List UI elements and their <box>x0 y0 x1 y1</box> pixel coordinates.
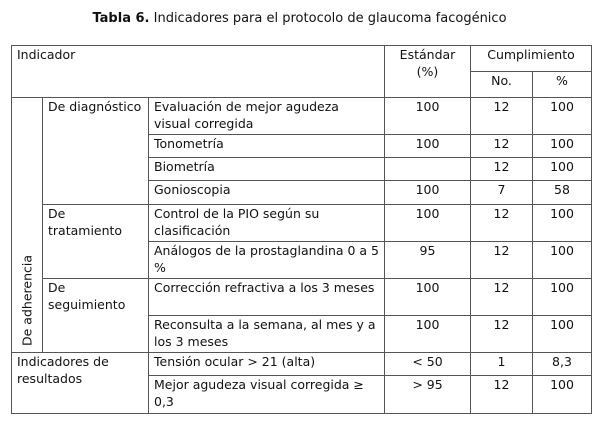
indicator-cell: Mejor agudeza visual corregida ≥ 0,3 <box>149 376 385 414</box>
indicator-cell: Biometría <box>149 158 385 181</box>
indicators-table <box>11 45 592 414</box>
group-resultados: Indicadores de resultados <box>11 353 149 414</box>
no-cell: 12 <box>471 279 533 316</box>
table-caption <box>0 10 599 28</box>
pct-cell: 100 <box>533 98 592 135</box>
table-row <box>11 98 592 135</box>
header-row <box>11 45 592 72</box>
table-row <box>11 279 592 316</box>
header-cumplimiento: Cumplimiento <box>471 45 592 72</box>
group-tratamiento: De tratamiento <box>43 205 149 279</box>
indicator-cell: Gonioscopia <box>149 181 385 205</box>
header-estandar: Estándar (%) <box>385 45 471 98</box>
pct-cell: 100 <box>533 158 592 181</box>
standard-cell: 100 <box>385 316 471 353</box>
adherencia-label: De adherencia <box>19 255 35 346</box>
no-cell: 12 <box>471 205 533 242</box>
no-cell: 12 <box>471 158 533 181</box>
standard-cell: < 50 <box>385 353 471 376</box>
no-cell: 12 <box>471 135 533 158</box>
header-pct: % <box>533 72 592 98</box>
indicator-cell: Control de la PIO según su clasificación <box>149 205 385 242</box>
header-no: No. <box>471 72 533 98</box>
no-cell: 1 <box>471 353 533 376</box>
header-indicador: Indicador <box>11 45 385 98</box>
standard-cell: 100 <box>385 135 471 158</box>
indicator-cell: Análogos de la prostaglandina 0 a 5 % <box>149 242 385 279</box>
standard-cell: 100 <box>385 181 471 205</box>
pct-cell: 100 <box>533 242 592 279</box>
caption-title: Indicadores para el protocolo de glaucoma facogénico <box>153 11 507 26</box>
pct-cell: 58 <box>533 181 592 205</box>
indicator-cell: Reconsulta a la semana, al mes y a los 3 meses <box>149 316 385 353</box>
group-seguimiento: De seguimiento <box>43 279 149 353</box>
no-cell: 12 <box>471 98 533 135</box>
standard-cell: 100 <box>385 98 471 135</box>
group-diagnostico: De diagnóstico <box>43 98 149 205</box>
table-row <box>11 205 592 242</box>
no-cell: 12 <box>471 316 533 353</box>
pct-cell: 100 <box>533 205 592 242</box>
table-row <box>11 353 592 376</box>
no-cell: 7 <box>471 181 533 205</box>
pct-cell: 100 <box>533 376 592 414</box>
indicator-cell: Tensión ocular > 21 (alta) <box>149 353 385 376</box>
standard-cell: > 95 <box>385 376 471 414</box>
pct-cell: 100 <box>533 316 592 353</box>
pct-cell: 100 <box>533 135 592 158</box>
standard-cell <box>385 158 471 181</box>
indicator-cell: Evaluación de mejor agudeza visual corregida <box>149 98 385 135</box>
standard-cell: 100 <box>385 205 471 242</box>
adherencia-label-cell <box>11 98 43 353</box>
indicator-cell: Tonometría <box>149 135 385 158</box>
indicator-cell: Corrección refractiva a los 3 meses <box>149 279 385 316</box>
standard-cell: 95 <box>385 242 471 279</box>
pct-cell: 100 <box>533 279 592 316</box>
no-cell: 12 <box>471 376 533 414</box>
pct-cell: 8,3 <box>533 353 592 376</box>
standard-cell: 100 <box>385 279 471 316</box>
no-cell: 12 <box>471 242 533 279</box>
caption-label: Tabla 6. <box>92 11 150 26</box>
